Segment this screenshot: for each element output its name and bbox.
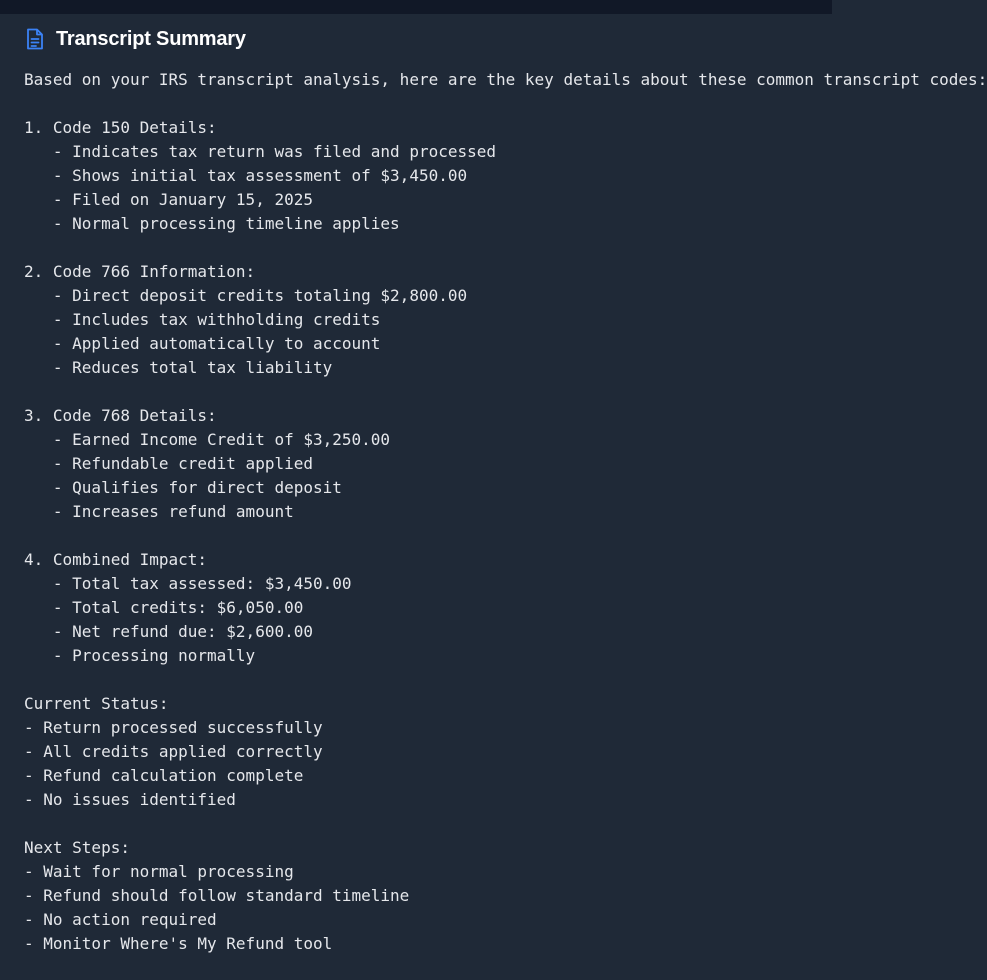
top-bar <box>0 0 832 14</box>
transcript-summary-panel <box>0 14 987 980</box>
panel-header <box>24 26 246 52</box>
document-icon <box>24 27 46 51</box>
summary-text: Based on your IRS transcript analysis, here are the key details about these common transcript codes: 1. Code 150 Details: - Indicates tax return was filed and processed - Shows initial tax assessment of $3,450.00 - Filed on January 15, 2025 - Normal processing timeline applies 2. Code 766 Information: - Direct deposit credits totaling $2,800.00 - Includes tax withholding credits - Applied automatically to account - Reduces total tax liability 3. Code 768 Details: - Earned Income Credit of $3,250.00 - Refundable credit applied - Qualifies for direct deposit - Increases refund amount 4. Combined Impact: - Total tax assessed: $3,450.00 - Total credits: $6,050.00 - Net refund due: $2,600.00 - Processing normally Current Status: - Return processed successfully - All credits applied correctly - Refund calculation complete - No issues identified Next Steps: - Wait for normal processing - Refund should follow standard timeline - No action required - Monitor Where's My Refund tool <box>24 70 987 953</box>
panel-title: Transcript Summary <box>56 27 246 50</box>
